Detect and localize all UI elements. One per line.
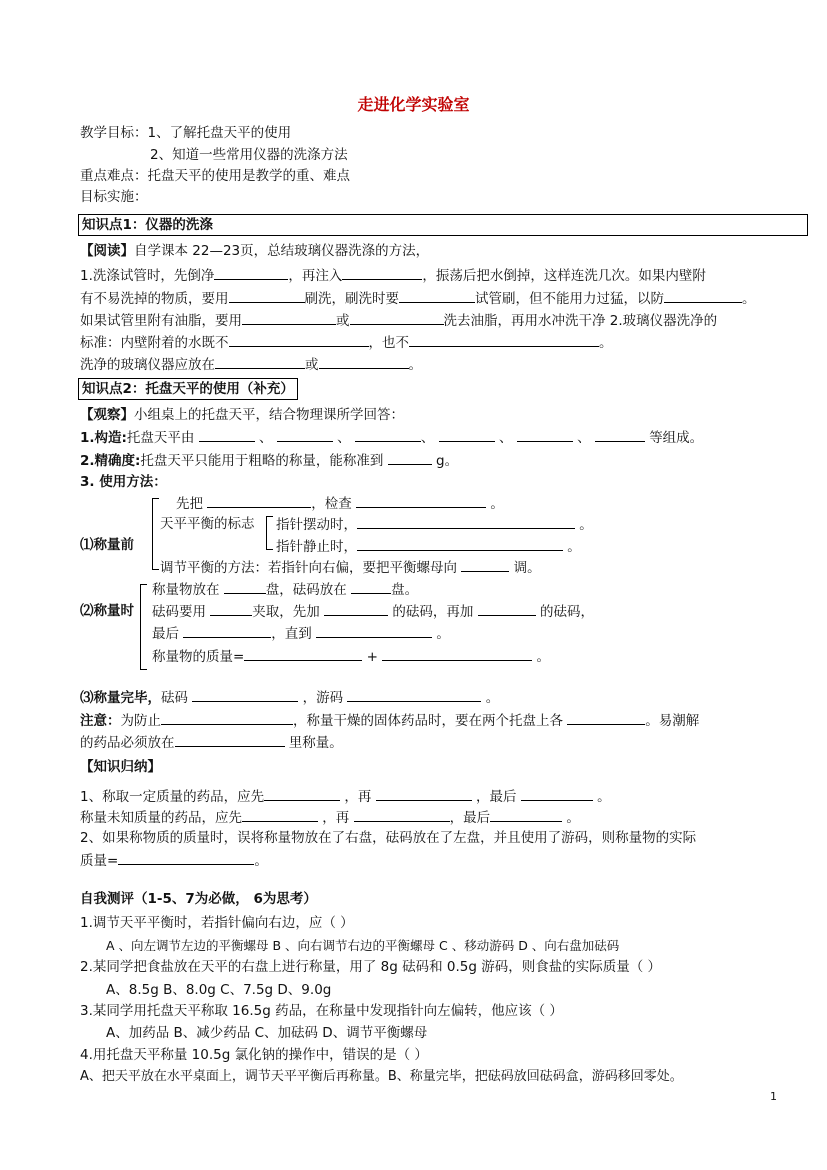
observe-line: 【观察】小组桌上的托盘天平，结合物理课所学回答： xyxy=(80,407,404,423)
after-line: ⑶称量完毕，砝码 ，游码 。 xyxy=(80,690,500,706)
during-label: ⑵称量时 xyxy=(80,603,134,619)
wash-line-1: 1.洗涤试管时，先倒净 ，再注入 ，振荡后把水倒掉，这样连洗几次。如果内壁附 xyxy=(80,268,706,284)
goals-line-2: 2、知道一些常用仪器的洗涤方法 xyxy=(150,147,348,163)
wash-line-3: 如果试管里附有油脂，要用 或 洗去油脂，再用水冲洗干净 2.玻璃仪器洗净的 xyxy=(80,313,718,329)
question-2-options: A、8.5g B、8.0g C、7.5g D、9.0g xyxy=(106,982,332,998)
question-2: 2.某同学把食盐放在天平的右盘上进行称量，用了 8g 砝码和 0.5g 游码，则食盐的实际质量（ ） xyxy=(80,959,662,975)
key-points: 重点难点：托盘天平的使用是教学的重、难点 xyxy=(80,168,350,184)
balance-still: 指针静止时， 。 xyxy=(276,539,581,555)
note-line-1: 注意：为防止 ，称量干燥的固体药品时，要在两个托盘上各 。易潮解 xyxy=(80,713,700,729)
wash-line-5: 洗净的玻璃仪器应放在 或 。 xyxy=(80,357,422,373)
read-line: 【阅读】自学课本 22—23页，总结玻璃仪器洗涤的方法， xyxy=(80,243,430,259)
summary-line-1: 1、称取一定质量的药品，应先 ，再 ，最后 。 xyxy=(80,789,611,805)
goals-line-1: 教学目标：1、了解托盘天平的使用 xyxy=(80,125,292,141)
brace-during xyxy=(140,584,147,670)
question-4-options: A、把天平放在水平桌面上，调节天平平衡后再称量。B、称量完毕，把砝码放回砝码盒，游码移回零处。 xyxy=(80,1069,683,1084)
during-line-1: 称量物放在 盘，砝码放在 盘。 xyxy=(152,582,419,598)
during-line-4: 称量物的质量= + 。 xyxy=(152,649,551,665)
balance-swing: 指针摆动时， 。 xyxy=(276,517,593,533)
section-1-heading: 知识点1：仪器的洗涤 xyxy=(78,214,808,236)
implementation-label: 目标实施： xyxy=(80,189,148,205)
question-3-options: A、加药品 B、减少药品 C、加砝码 D、调节平衡螺母 xyxy=(106,1025,428,1041)
question-4: 4.用托盘天平称量 10.5g 氯化钠的操作中，错误的是（ ） xyxy=(80,1047,428,1063)
summary-line-4: 质量= 。 xyxy=(80,853,268,869)
balance-sign: 天平平衡的标志 xyxy=(160,516,255,532)
structure-line: 1.构造:托盘天平由 、 、 、 、 、 等组成。 xyxy=(80,430,704,446)
page-number: 1 xyxy=(770,1090,777,1103)
before-label: ⑴称量前 xyxy=(80,537,134,553)
during-line-2: 砝码要用 夹取，先加 的砝码，再加 的砝码， xyxy=(152,604,594,620)
summary-tag: 【知识归纳】 xyxy=(80,759,161,775)
summary-line-2: 称量未知质量的药品，应先 ，再 ，最后 。 xyxy=(80,810,580,826)
brace-before xyxy=(152,498,159,570)
summary-line-3: 2、如果称物质的质量时，误将称量物放在了右盘，砝码放在了左盘，并且使用了游码，则称量物的实际 xyxy=(80,830,697,846)
question-1-options: A 、向左调节左边的平衡螺母 B 、向右调节右边的平衡螺母 C 、移动游码 D 、向右盘加砝码 xyxy=(106,938,620,953)
quiz-heading: 自我测评（1-5、7为必做， 6为思考） xyxy=(80,891,317,907)
precision-line: 2.精确度:托盘天平只能用于粗略的称量，能称准到 g。 xyxy=(80,453,459,469)
during-line-3: 最后 ，直到 。 xyxy=(152,626,450,642)
page-title: 走进化学实验室 xyxy=(357,95,470,114)
brace-balance xyxy=(266,516,273,550)
question-1: 1.调节天平平衡时，若指针偏向右边，应（ ） xyxy=(80,915,354,931)
section-2-heading: 知识点2：托盘天平的使用（补充） xyxy=(78,378,298,400)
wash-line-2: 有不易洗掉的物质，要用 刷洗，刷洗时要 试管刷，但不能用力过猛，以防 。 xyxy=(80,291,756,307)
question-3: 3.某同学用托盘天平称取 16.5g 药品，在称量中发现指针向左偏转，他应该（ ） xyxy=(80,1003,563,1019)
before-line-1: 先把 ，检查 。 xyxy=(176,496,504,512)
adjust-method: 调节平衡的方法：若指针向右偏，要把平衡螺母向 调。 xyxy=(160,560,541,576)
usage-heading: 3. 使用方法： xyxy=(80,474,167,490)
wash-line-4: 标准：内壁附着的水既不 ，也不 。 xyxy=(80,335,613,351)
note-line-2: 的药品必须放在 里称量。 xyxy=(80,735,343,751)
